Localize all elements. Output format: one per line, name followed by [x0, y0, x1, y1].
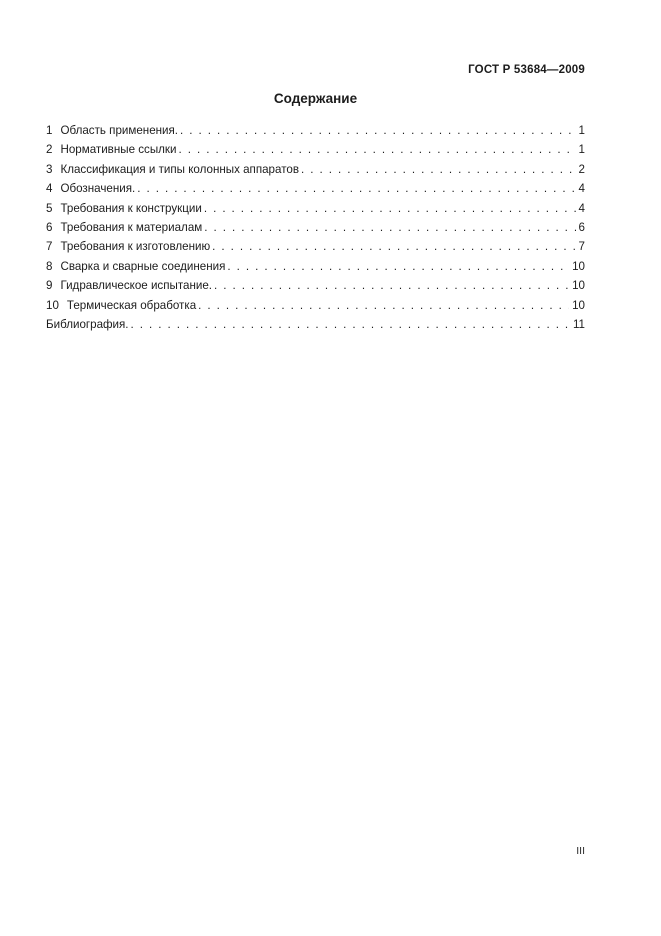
toc-entry-title: Сварка и сварные соединения	[60, 259, 226, 273]
toc-entry-number: 6	[46, 220, 53, 234]
toc-entry	[46, 315, 585, 334]
toc-dot-leader	[227, 257, 569, 276]
toc-entry-page: 4	[578, 182, 585, 196]
toc-entry-number: 4	[46, 182, 53, 196]
toc-entry	[46, 121, 585, 140]
toc-entry-page: 4	[578, 201, 585, 215]
toc-entry-title: Требования к изготовлению	[60, 240, 211, 254]
toc-entry-title: Область применения.	[60, 124, 179, 137]
toc-entry-page: 2	[578, 162, 585, 176]
toc-entry-title: Гидравлическое испытание.	[60, 279, 213, 293]
table-of-contents	[46, 121, 585, 334]
toc-entry-title: Библиография.	[46, 317, 129, 331]
toc-entry	[46, 199, 585, 218]
toc-dot-leader	[204, 199, 576, 218]
toc-dot-leader	[137, 179, 575, 198]
toc-entry-page: 6	[578, 220, 585, 234]
toc-entry-number: 9	[46, 279, 53, 293]
toc-entry-page: 7	[578, 240, 585, 254]
toc-dot-leader	[214, 276, 569, 295]
toc-entry	[46, 218, 585, 237]
toc-entry	[46, 140, 585, 159]
toc-entry-page: 11	[572, 317, 585, 331]
toc-entry	[46, 296, 585, 315]
toc-dot-leader	[301, 160, 576, 179]
toc-entry	[46, 276, 585, 295]
toc-entry-title: Требования к конструкции	[60, 201, 202, 215]
toc-dot-leader	[212, 237, 575, 256]
toc-dot-leader	[198, 296, 569, 315]
toc-entry-number: 1	[46, 124, 53, 137]
toc-entry-number: 7	[46, 240, 53, 254]
toc-entry-number: 3	[46, 162, 53, 176]
toc-entry	[46, 237, 585, 256]
toc-dot-leader	[204, 218, 575, 237]
toc-entry-page: 10	[572, 279, 585, 293]
toc-entry-number: 10	[46, 298, 59, 312]
toc-entry-number: 8	[46, 259, 53, 273]
page-number-footer: III	[576, 845, 585, 857]
toc-entry	[46, 257, 585, 276]
toc-dot-leader	[178, 140, 575, 159]
document-code: ГОСТ Р 53684—2009	[468, 64, 585, 76]
toc-entry	[46, 160, 585, 179]
toc-dot-leader	[131, 315, 570, 334]
toc-entry-number: 5	[46, 201, 53, 215]
toc-entry-page: 1	[578, 124, 585, 137]
toc-entry-page: 1	[578, 143, 585, 157]
toc-entry	[46, 179, 585, 198]
page-title: Содержание	[273, 91, 358, 106]
toc-entry-page: 10	[572, 259, 585, 273]
toc-entry-title: Требования к материалам	[60, 220, 203, 234]
toc-entry-title: Обозначения.	[60, 182, 136, 196]
toc-entry-title: Нормативные ссылки	[60, 143, 177, 157]
toc-dot-leader	[180, 121, 576, 140]
toc-entry-number: 2	[46, 143, 53, 157]
toc-entry-title: Термическая обработка	[66, 298, 197, 312]
toc-entry-page: 10	[572, 298, 585, 312]
toc-entry-title: Классификация и типы колонных аппаратов	[60, 162, 299, 176]
